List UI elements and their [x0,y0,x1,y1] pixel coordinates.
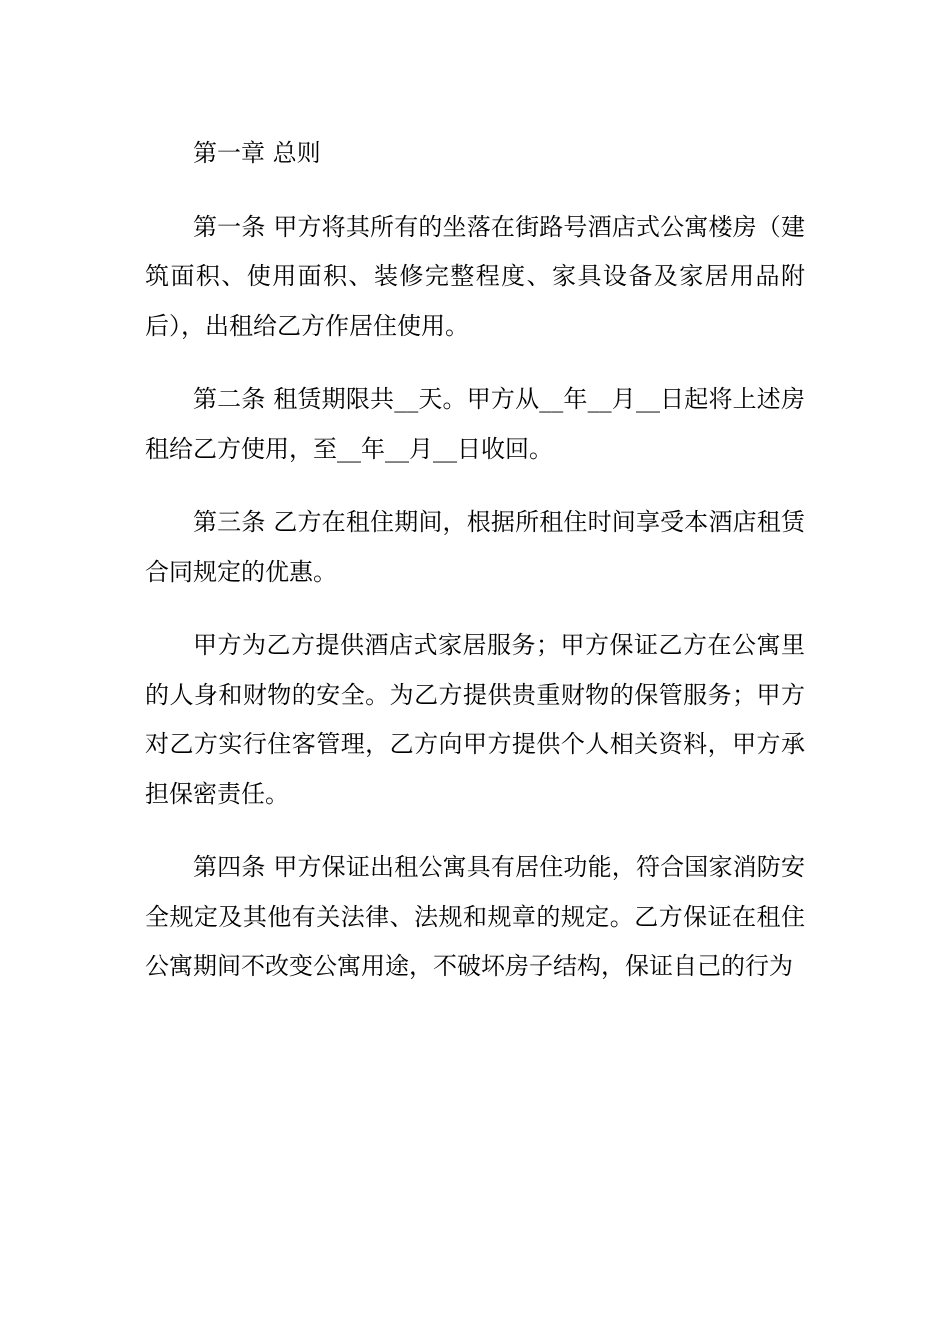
chapter-heading: 第一章 总则 [193,139,321,167]
article-1: 第一条 甲方将其所有的坐落在街路号酒店式公寓楼房（建筑面积、使用面积、装修完整程度、家具设备及家居用品附后），出租给乙方作居住使用。 [145,212,805,340]
article-2: 第二条 租赁期限共__天。甲方从__年__月__日起将上述房租给乙方使用，至__年__月__日收回。 [145,385,805,463]
document-page [145,129,805,1016]
article-3-detail: 甲方为乙方提供酒店式家居服务；甲方保证乙方在公寓里的人身和财物的安全。为乙方提供贵重财物的保管服务；甲方对乙方实行住客管理，乙方向甲方提供个人相关资料，甲方承担保密责任。 [145,631,805,808]
article-4: 第四条 甲方保证出租公寓具有居住功能，符合国家消防安全规定及其他有关法律、法规和规章的规定。乙方保证在租住公寓期间不改变公寓用途，不破坏房子结构，保证自己的行为 [145,853,805,980]
article-3: 第三条 乙方在租住期间，根据所租住时间享受本酒店租赁合同规定的优惠。 [145,508,805,586]
